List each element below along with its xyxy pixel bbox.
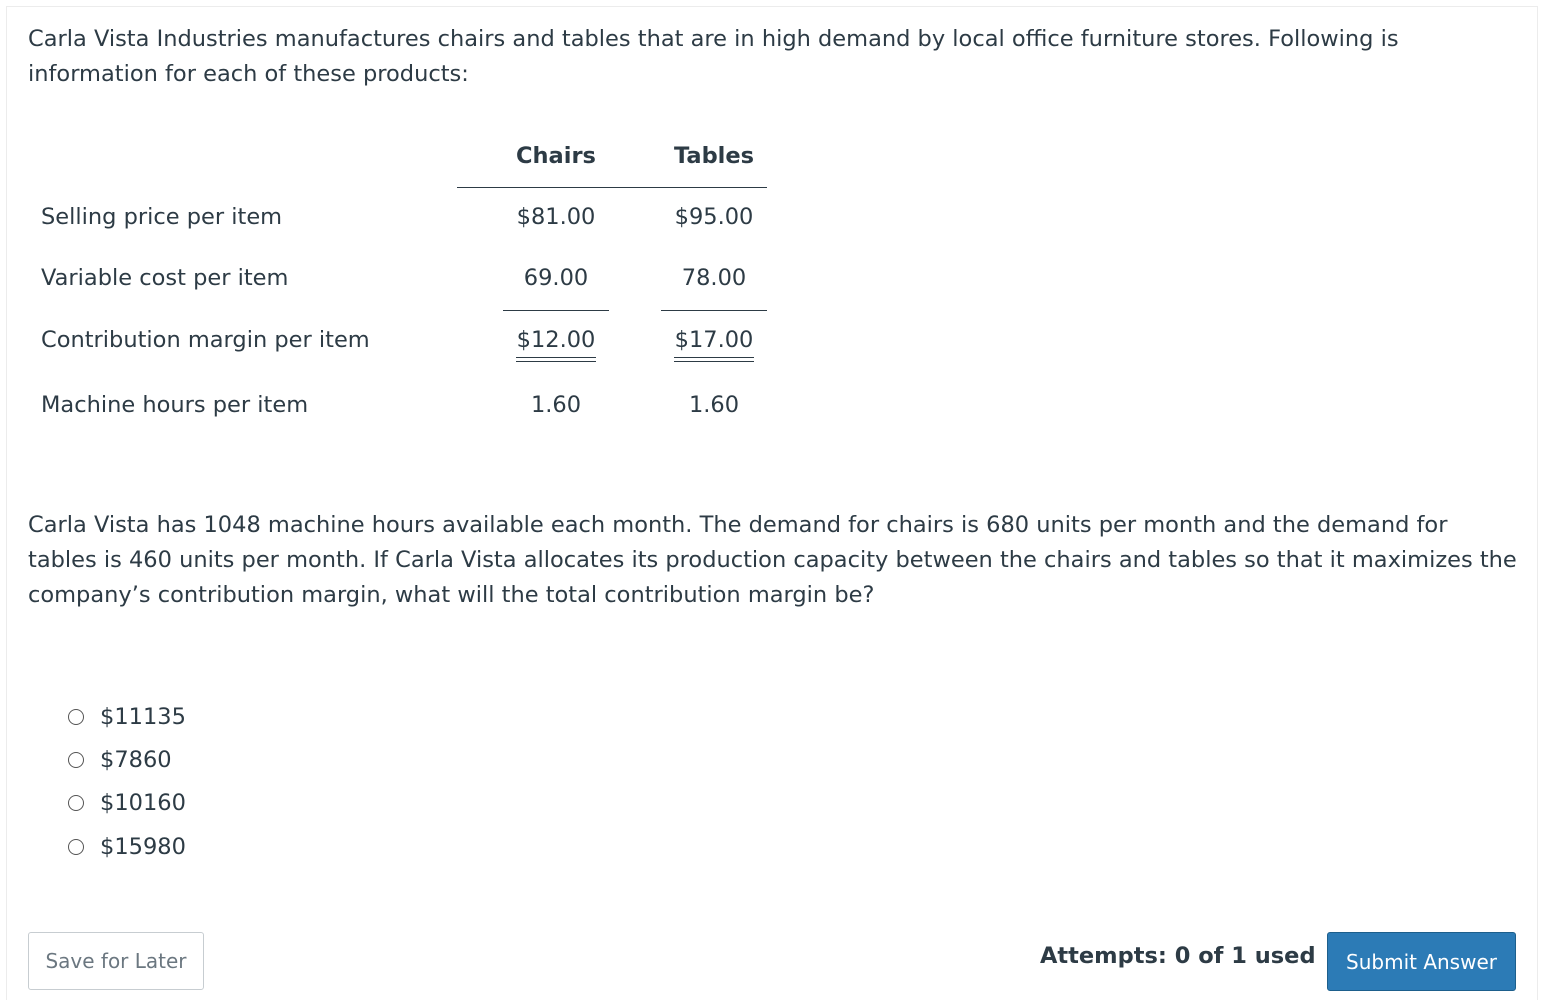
cell-chairs-contribution-margin: $12.00 — [516, 327, 596, 353]
submit-answer-button[interactable]: Submit Answer — [1327, 932, 1516, 991]
radio-unchecked-icon[interactable] — [68, 839, 84, 855]
row-label-selling-price: Selling price per item — [41, 204, 283, 230]
column-header-tables: Tables — [673, 143, 755, 169]
question-intro: Carla Vista Industries manufactures chairs and tables that are in high demand by local office furniture stores. Following is information for each of these products: — [28, 26, 1399, 87]
row-label-contribution-margin: Contribution margin per item — [41, 327, 370, 353]
answer-option-label: $11135 — [100, 704, 186, 730]
question-card — [6, 6, 1538, 1000]
attempts-counter: Attempts: 0 of 1 used — [1040, 943, 1316, 969]
answer-option-label: $10160 — [100, 790, 186, 816]
cell-tables-variable-cost: 78.00 — [681, 265, 747, 291]
cell-tables-machine-hours: 1.60 — [688, 392, 740, 418]
answer-option-3[interactable] — [68, 788, 186, 818]
radio-unchecked-icon[interactable] — [68, 795, 84, 811]
radio-unchecked-icon[interactable] — [68, 709, 84, 725]
header-rule — [457, 187, 767, 188]
radio-unchecked-icon[interactable] — [68, 752, 84, 768]
answer-option-1[interactable] — [68, 702, 186, 732]
cell-chairs-machine-hours: 1.60 — [530, 392, 582, 418]
subtotal-rule-chairs — [503, 310, 609, 311]
answer-option-label: $7860 — [100, 747, 172, 773]
question-text: Carla Vista has 1048 machine hours available each month. The demand for chairs is 680 units per month and the demand for tables is 460 units per month. If Carla Vista allocates its production capacity between the chairs and tables so that it maximizes the company’s contribution margin, what will the total contribution margin be? — [28, 512, 1517, 608]
cell-chairs-variable-cost: 69.00 — [523, 265, 589, 291]
cell-chairs-selling-price: $81.00 — [516, 204, 596, 230]
cell-tables-contribution-margin: $17.00 — [674, 327, 754, 353]
answer-option-4[interactable] — [68, 832, 186, 862]
subtotal-rule-tables — [661, 310, 767, 311]
save-for-later-button[interactable]: Save for Later — [28, 932, 204, 990]
double-underline-chairs — [516, 357, 596, 362]
double-underline-tables — [674, 357, 754, 362]
row-label-variable-cost: Variable cost per item — [41, 265, 289, 291]
answer-option-2[interactable] — [68, 745, 172, 775]
cell-tables-selling-price: $95.00 — [674, 204, 754, 230]
row-label-machine-hours: Machine hours per item — [41, 392, 309, 418]
column-header-chairs: Chairs — [516, 143, 596, 169]
answer-option-label: $15980 — [100, 834, 186, 860]
